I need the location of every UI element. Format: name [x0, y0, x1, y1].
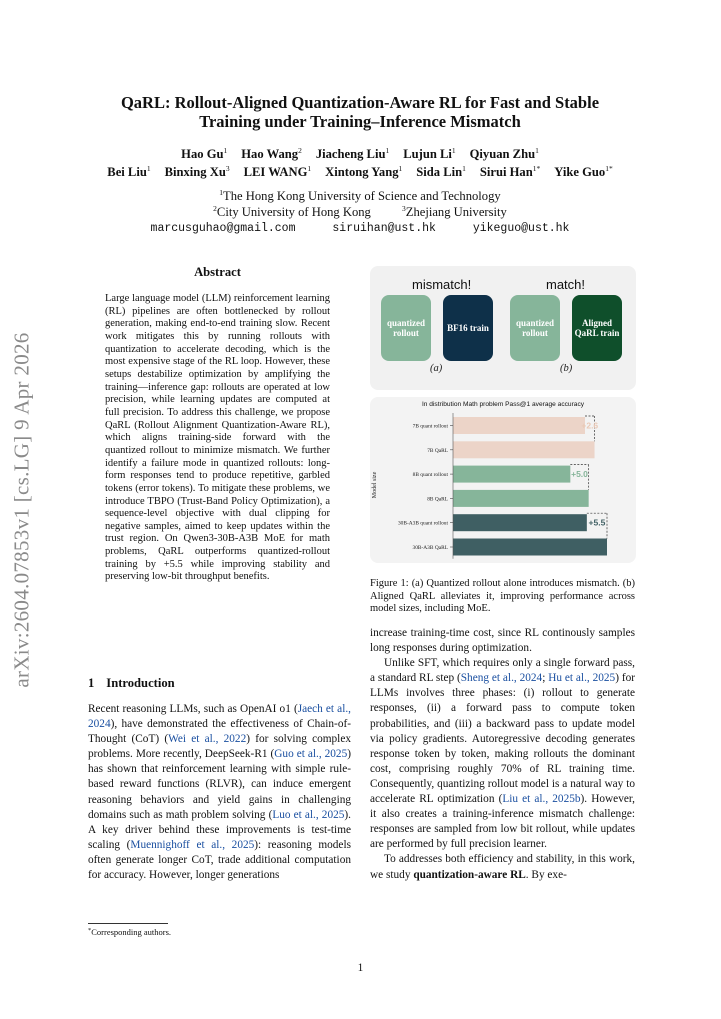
quantized-rollout-block-a: quantized rollout: [381, 295, 431, 361]
footnote: *Corresponding authors.: [88, 927, 172, 937]
author-name: Sida Lin$^1$: [416, 164, 466, 179]
author-name: Sirui Han$^{1*}$: [479, 164, 541, 179]
text-run: ). A key driver behind these improvements is test-time scaling (: [88, 808, 351, 851]
author-emails: [60, 222, 660, 235]
text-run: ) for LLMs involves three phases: (i) rollout to generate responses, (ii) a forward pass to compute token probabilities, and (iii) a backward pass to update model via policy gradients. Autoregressive decoding generates response token by token, making rollouts the dominant cost, comprising roughly 70% of RL training time. Consequently, quantizing rollout model is a natural way to accelerate RL optimization (: [370, 672, 635, 806]
page-number: 1: [357, 962, 364, 974]
text-run: ): reasoning models often generate longer CoT, trade additional computation for accuracy. However, longer generations: [88, 838, 351, 882]
text-run: Unlike SFT, which requires only a single forward pass, a standard RL step (: [370, 657, 635, 685]
citation-link[interactable]: Luo et al., 2025: [272, 808, 345, 821]
citation-link[interactable]: Jaech et al., 2024: [88, 703, 351, 731]
email-2[interactable]: siruihan@ust.hk: [332, 222, 436, 235]
figure-1a-diagram: [370, 266, 636, 390]
panel-b-label: (b): [560, 363, 573, 374]
citation-link[interactable]: Sheng et al., 2024: [460, 672, 543, 685]
arxiv-identifier: arXiv:2604.07853v1 [cs.LG] 9 Apr 2026: [9, 332, 34, 688]
author-name: Yike Guo$^{1*}$: [554, 164, 613, 179]
abstract-heading: Abstract: [194, 265, 241, 279]
footnote-rule: [88, 923, 168, 924]
citation-link[interactable]: Guo et al., 2025: [274, 748, 348, 761]
introduction-text-left: [88, 702, 351, 883]
abstract-text: Large language model (LLM) reinforcement learning (RL) pipelines are often bottlenecked by rollout generation, making end-to-end training slow. Recent work mitigates this by running rollouts with quantization to accelerate decoding, which is the most expensive stage of the RL loop. However, these setups destabilize optimization by amplifying the training—inference gap: rollouts are operated at low precision, while learning updates are computed at full precision. To address this challenge, we propose QaRL (Rollout Alignment Quantization-Aware RL), which aligns training-side forward with the quantized rollout to minimize mismatch. We further identify a failure mode in quantized rollouts: long-form responses tend to produce repetitive, garbled tokens (error tokens). To mitigate these problems, we introduce TBPO (Trust-Band Policy Optimization), a sequence-level objective with dual clipping for negative samples, aimed to keep updates within the trust region. On Qwen3-30B-A3B MoE for math problems, QaRL outperforms quantized-rollout training by +5.5 while improving stability and preserving low-bit throughput benefits.: [105, 293, 330, 583]
bar: [453, 441, 595, 458]
text-run: . By exe-: [525, 868, 567, 881]
text-run: quantization-aware RL: [413, 868, 526, 881]
bar: [453, 417, 585, 434]
title-line-2: Training under Training–Inference Mismatch: [199, 112, 521, 131]
y-tick-label: 30B-A3B quant rollout: [397, 520, 448, 527]
quantized-rollout-block-b: quantized rollout: [510, 295, 560, 361]
mismatch-label: mismatch!: [412, 277, 472, 292]
text-run: ;: [542, 672, 549, 685]
gain-annotation: +5.0: [571, 469, 588, 480]
text-run: ) for solving complex problems. More recently, DeepSeek-R1 (: [88, 733, 351, 761]
paragraph: [370, 656, 635, 852]
y-tick-label: 7B quant rollout: [412, 423, 448, 430]
author-name: Hao Gu$^1$: [181, 146, 228, 161]
author-name: Lujun Li$^1$: [403, 146, 456, 161]
author-name: Hao Wang$^2$: [241, 146, 302, 161]
introduction-text-right: [370, 626, 635, 883]
panel-a-label: (a): [430, 363, 443, 374]
text-run: increase training-time cost, since RL continously samples long responses during optimization.: [370, 627, 635, 655]
affiliation-2-3: $^2$City University of Hong Kong $^3$Zhejiang University: [213, 204, 507, 219]
y-tick-label: 30B-A3B QaRL: [412, 545, 448, 551]
title-line-1: QaRL: Rollout-Aligned Quantization-Aware RL for Fast and Stable: [120, 93, 600, 112]
text-run: Recent reasoning LLMs, such as OpenAI o1 (: [88, 703, 298, 715]
bf16-train-block: BF16 train: [443, 295, 493, 361]
citation-link[interactable]: Wei et al., 2022: [168, 733, 247, 746]
gain-annotation: +2.6: [581, 420, 599, 431]
figure-1b-chart: [370, 397, 636, 563]
y-axis-label: Model size: [372, 471, 378, 499]
bar: [453, 539, 607, 556]
email-3[interactable]: yikeguo@ust.hk: [472, 222, 570, 235]
author-name: Binxing Xu$^3$: [164, 164, 230, 179]
author-list-row-1: [40, 147, 680, 162]
author-name: Xintong Yang$^1$: [325, 164, 403, 179]
author-list-row-2: [40, 165, 680, 180]
bar: [453, 490, 589, 507]
y-tick-label: 8B QaRL: [427, 496, 448, 503]
citation-link[interactable]: Hu et al., 2025: [548, 672, 616, 685]
paragraph: [370, 626, 635, 656]
y-tick-label: 7B QaRL: [427, 447, 448, 454]
bar: [453, 514, 587, 531]
aligned-qarl-train-block: Aligned QaRL train: [572, 295, 622, 361]
accuracy-bar-chart: [370, 397, 636, 563]
text-run: ). However, it also creates a training-inference mismatch challenge: responses are sampled from low bit rollout, while updates are performed by full precision learner.: [370, 793, 635, 851]
y-tick-label: 8B quant rollout: [412, 472, 448, 479]
match-label: match!: [546, 277, 586, 292]
citation-link[interactable]: Liu et al., 2025b: [502, 793, 581, 806]
text-run: To addresses both efficiency and stability, in this work, we study: [370, 853, 635, 881]
text-run: ) has shown that reinforcement learning with simple rule-based reward functions (RLVR), can induce emergent reasoning behaviors and yield gains in challenging domains such as math problem solving (: [88, 748, 351, 821]
bar: [453, 466, 570, 483]
author-name: LEI WANG$^1$: [243, 164, 312, 179]
gain-annotation: +5.5: [588, 517, 606, 528]
figure-1-caption: Figure 1: (a) Quantized rollout alone introduces mismatch. (b) Aligned QaRL alleviates it, improving performance across model sizes, including MoE.: [370, 578, 635, 615]
citation-link[interactable]: Muennighoff et al., 2025: [130, 838, 255, 851]
section-heading-introduction: 1 Introduction: [88, 676, 175, 690]
email-1[interactable]: marcusguhao@gmail.com: [150, 222, 296, 235]
paragraph: [370, 852, 635, 882]
chart-title: In distribution Math problem Pass@1 average accuracy: [421, 401, 585, 408]
author-name: Qiyuan Zhu$^1$: [469, 146, 539, 161]
paper-title: [60, 93, 660, 131]
author-name: Jiacheng Liu$^1$: [315, 146, 390, 161]
text-run: ), have demonstrated the effectiveness of Chain-of-Thought (CoT) (: [88, 718, 351, 746]
affiliation-1: $^1$The Hong Kong University of Science and Technology: [219, 188, 501, 203]
author-name: Bei Liu$^1$: [107, 164, 151, 179]
